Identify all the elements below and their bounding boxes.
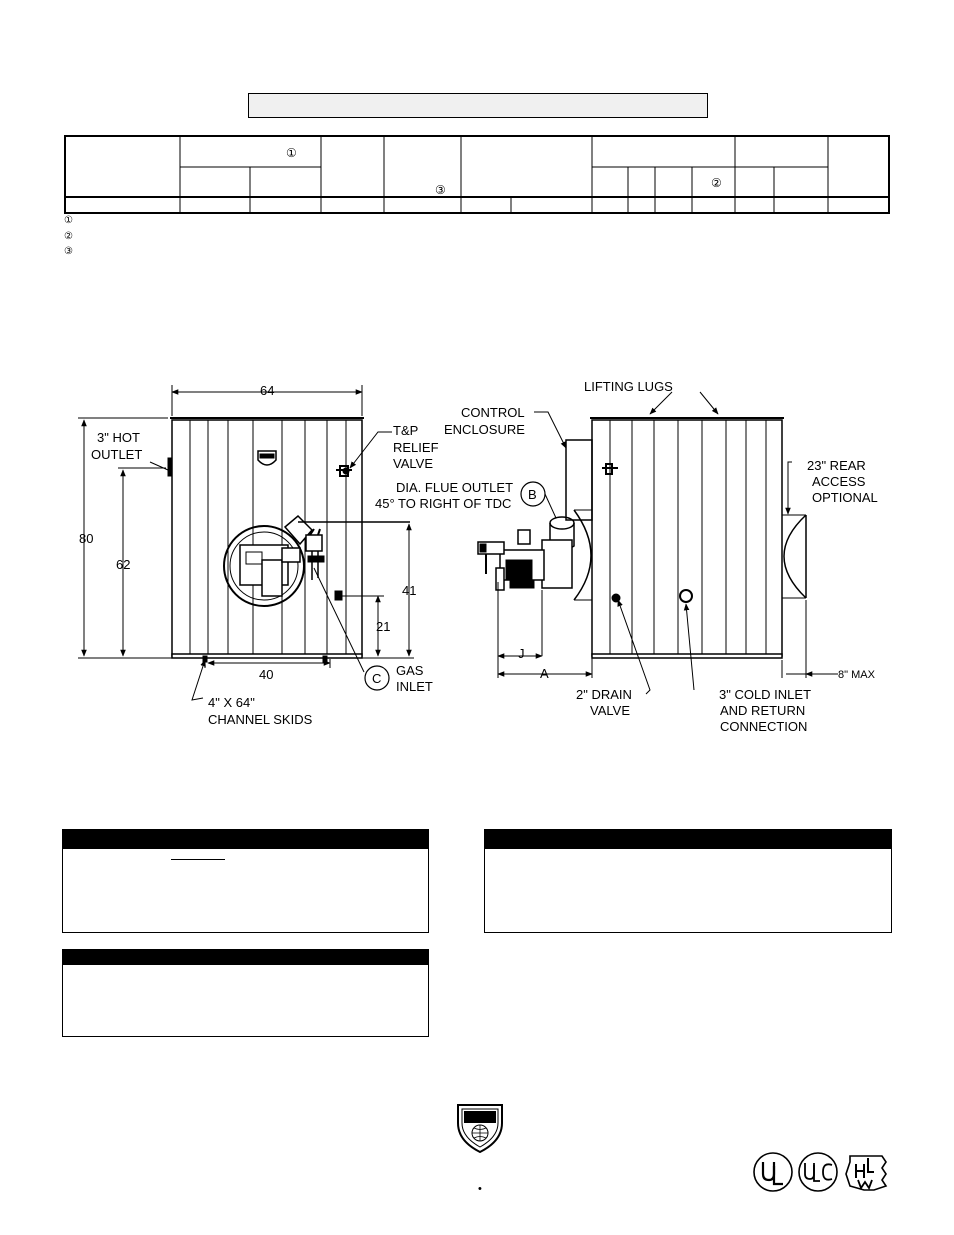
tp-relief-label-1: T&P (393, 423, 419, 438)
max-8-label: 8" MAX (838, 669, 875, 681)
section-box-left-1 (62, 829, 429, 933)
gas-inlet-label-1: GAS (396, 663, 424, 678)
side-view (478, 418, 806, 658)
heater-drawing (0, 370, 954, 740)
dim-41: 41 (402, 583, 417, 598)
tp-relief-label-2: RELIEF (393, 440, 439, 455)
gas-inlet-label-2: INLET (396, 679, 433, 694)
rear-access-label-1: 23" REAR (807, 458, 866, 473)
ulc-mark (799, 1153, 837, 1191)
gas-marker: C (372, 671, 382, 686)
dim-height-total: 80 (79, 531, 94, 546)
rear-access-label-2: ACCESS (812, 474, 866, 489)
cold-inlet-label-3: CONNECTION (720, 719, 808, 734)
flue-outlet-label-1: DIA. FLUE OUTLET (396, 480, 514, 495)
skids-label-1: 4" X 64" (208, 695, 255, 710)
table-marker-2: ② (711, 176, 722, 190)
hot-outlet-label-2: OUTLET (91, 447, 143, 462)
flue-outlet-label-2: 45° TO RIGHT OF TDC (375, 496, 512, 511)
table-marker-1: ① (286, 146, 297, 160)
cold-inlet-label-1: 3" COLD INLET (719, 687, 812, 702)
footer-bullet: • (478, 1183, 482, 1195)
dim-width-bottom: 40 (259, 667, 274, 682)
tp-relief-label-3: VALVE (393, 456, 433, 471)
dim-height-outlet: 62 (116, 557, 131, 572)
table-marker-3: ③ (435, 183, 446, 197)
ul-mark (754, 1153, 792, 1191)
hlw-mark (846, 1156, 886, 1190)
drain-valve-label-2: VALVE (590, 703, 630, 718)
drain-valve-label-1: 2" DRAIN (576, 687, 632, 702)
dim-j: J (518, 646, 525, 661)
dim-a: A (540, 666, 549, 681)
flue-marker: B (528, 487, 537, 502)
cold-inlet-label-2: AND RETURN (720, 703, 806, 718)
spec-table (64, 135, 890, 214)
dim-21: 21 (376, 619, 391, 634)
underline-rule (171, 859, 225, 860)
title-box (248, 93, 708, 118)
certification-marks (752, 1150, 892, 1194)
footnote-3: ③ (64, 246, 73, 257)
lifting-lugs-label: LIFTING LUGS (584, 379, 673, 394)
rear-access-label-3: OPTIONAL (812, 490, 878, 505)
hot-outlet-label-1: 3" HOT (97, 430, 140, 445)
dim-width-top: 64 (260, 383, 275, 398)
section-box-left-2 (62, 949, 429, 1037)
section-box-right (484, 829, 892, 933)
pvi-logo (455, 1103, 505, 1153)
control-enclosure-label-2: ENCLOSURE (444, 422, 525, 437)
skids-label-2: CHANNEL SKIDS (208, 712, 313, 727)
footnote-1: ① (64, 215, 73, 226)
footnote-2: ② (64, 231, 73, 242)
front-view (168, 418, 410, 672)
control-enclosure-label-1: CONTROL (461, 405, 525, 420)
